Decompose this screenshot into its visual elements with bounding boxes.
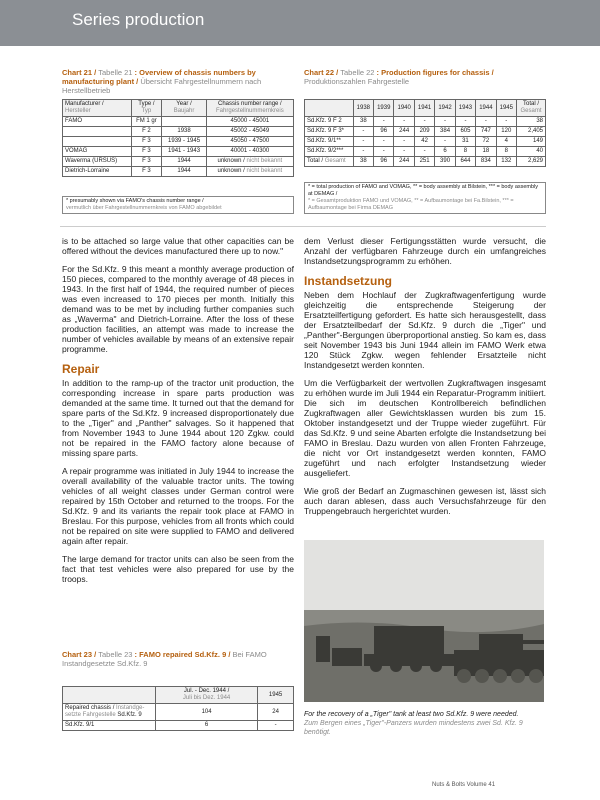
section-title: Series production <box>72 10 205 29</box>
caption-sep: : <box>132 68 140 77</box>
section-heading: Repair <box>62 362 100 376</box>
chart22-footnote: * = total production of FAMO and VOMAG, ** = body assembly at Bilstein, *** = body assembly at DEMAG / * = Gesamtproduktion FAMO und VOMAG, ** = Aufbaumontage bei Fa.Bilstein, *** = Aufbaumontage bei Firma DEMAG <box>304 182 546 214</box>
caption-title-de: Übersicht Fahrgestellnummern nach Herstellbetrieb <box>62 77 262 95</box>
table-row: Sd.Kfz. 9/1 6 - <box>63 721 294 731</box>
table-header-row <box>63 100 294 117</box>
year-cell: 1939 <box>374 100 394 117</box>
year-cell: 1938 <box>353 100 373 117</box>
chart22-table <box>304 99 546 167</box>
section-heading: Instandsetzung <box>304 274 393 288</box>
table-row: F 3 1939 - 1945 45050 - 47500 <box>63 137 294 147</box>
year-cell: 1944 <box>476 100 496 117</box>
caption-title: FAMO repaired Sd.Kfz. 9 / <box>139 650 233 659</box>
divider <box>60 226 546 227</box>
paragraph: A repair programme was initiated in July 1944 to increase the overall availability of the valuable tractor units. The towing vehicles of all weight classes under German control were repaired by 15th October and returned to the troops. For the Sd.Kfz. 9 and its variants the repair took place at FAMO in Breslau. For this purpose, vehicles from all fronts which could not be repaired on site were supplied to FAMO and delivered again after repair. <box>62 466 294 546</box>
paragraph: Um die Verfügbarkeit der wertvollen Zugkraftwagen insgesamt zu erhöhen wurde im Juli 1944 ein Reparatur-Programm initiiert. Die sich im deutschen Kontrollbereich befindlichen Zugkraftwagen aller Gewichtsklassen wurden bis zum 15. Oktober instandgesetzt und der Truppe wieder zugeführt. Für das Sd.Kfz. 9 und seine Abarten erfolgte die Instandsetzung bei FAMO in Breslau. Dazu wurden von allen Fronten Fahrzeuge, die nicht vor Ort instandgesetzt werden konnten, FAMO zugeführt und nach erfolgter Instandsetzung wieder ausgeliefert. <box>304 378 546 478</box>
table-header-row <box>63 687 294 704</box>
header-cell: Type / Typ <box>131 100 162 117</box>
caption-title-de: Bei FAMO Instandgesetzte Sd.Kfz. 9 <box>62 650 267 668</box>
table-header-row <box>305 100 546 117</box>
year-cell: 1943 <box>455 100 475 117</box>
caption-label: Chart 22 / <box>304 68 341 77</box>
chart23-table <box>62 686 294 731</box>
paragraph: In addition to the ramp-up of the tractor unit production, the corresponding increase in spare parts production was demanded at the same time. It turned out that the demand for spare parts of the Sd.Kfz. 9 increased disproportionately due to the „Tiger" and „Panther" salvages. So it happened that from November 1943 to June 1944 about 120 Zgkw. could not be repaired in the FAMO factory alone because of missing spare parts. <box>62 378 294 458</box>
paragraph: The large demand for tractor units can also be seen from the fact that test vehicles were also prepared for use by the troops. <box>62 554 294 584</box>
caption-title: Overview of chassis numbers by manufacturing plant / <box>62 68 256 86</box>
table-row: Sd.Kfz. 9 F 3* - 96 244 209 384 605 747 120 2,405 <box>305 127 546 137</box>
table-row: Total / Gesamt 38 96 244 251 390 644 834 132 2,629 <box>305 157 546 167</box>
caption-sep: : <box>374 68 382 77</box>
chart21-footnote: * presumably shown via FAMO's chassis number range / vermutlich über Fahrgestellnummernkreis von FAMO abgebildet <box>62 196 294 214</box>
header-cell <box>63 687 156 704</box>
caption-title-de: Produktionszahlen Fahrgestelle <box>304 77 410 86</box>
photo-illustration <box>304 540 544 702</box>
header-cell: Manufacturer / Hersteller <box>63 100 132 117</box>
caption-label-de: Tabelle 23 <box>98 650 133 659</box>
chart23-caption <box>62 650 294 668</box>
table-row: Sd.Kfz. 9/1** - - - 42 - 31 72 4 149 <box>305 137 546 147</box>
paragraph: is to be attached so large value that other capacities can be offered without the devices manufactured there up to now." <box>62 236 294 256</box>
table-row: Sd.Kfz. 9/2*** - - - - 6 8 18 8 40 <box>305 147 546 157</box>
photo-caption-en: For the recovery of a „Tiger" tank at least two Sd.Kfz. 9 were needed. <box>304 711 519 718</box>
header-cell: Jul. - Dec. 1944 / Juli bis Dez. 1944 <box>156 687 258 704</box>
paragraph: Neben dem Hochlauf der Zugkraftwagenfertigung wurde gleichzeitig die entsprechende Steigerung der Ersatzteilfertigung gefordert. Es hatte sich herausgestellt, dass der Ersatzteilbedarf der Sd.Kfz. 9 durch die „Tiger" und „Panther"-Bergungen überproportional anstieg. So kam es, dass seit November 1943 bis Juni 1944 allein im FAMO Werk etwa 120 Stück Zgkw. wegen fehlender Ersatzteile nicht Instandgesetzt werden konnten. <box>304 290 546 370</box>
total-header: Total / Gesamt <box>517 100 546 117</box>
caption-label-de: Tabelle 22 <box>340 68 375 77</box>
year-cell: 1945 <box>496 100 516 117</box>
caption-sep: : <box>132 650 140 659</box>
photo-caption-de: Zum Bergen eines „Tiger"-Panzers wurden mindestens zwei Sd. Kfz. 9 benötigt. <box>304 720 523 736</box>
caption-label: Chart 23 / <box>62 650 99 659</box>
header-cell: Chassis number range / Fahrgestellnummernkreis <box>206 100 293 117</box>
left-column <box>62 236 294 592</box>
page-header <box>0 0 600 46</box>
table-row: Waverma (URSUS) F 3 1944 unknown / nicht bekannt <box>63 157 294 167</box>
year-cell: 1941 <box>414 100 434 117</box>
tiger-recovery-photo <box>304 540 544 702</box>
chart21-table <box>62 99 294 177</box>
table-row: VOMAG F 3 1941 - 1943 40001 - 40300 <box>63 147 294 157</box>
page-footer: Nuts & Bolts Volume 41 <box>432 782 496 788</box>
header-cell: 1945 <box>258 687 294 704</box>
table-row: F 2 1938 45002 - 45049 <box>63 127 294 137</box>
right-column <box>304 236 546 524</box>
header-cell: Year / Baujahr <box>162 100 206 117</box>
table-row: Dietrich-Lorraine F 3 1944 unknown / nicht bekannt <box>63 167 294 177</box>
table-row: FAMO FM 1 gr 45000 - 45001 <box>63 117 294 127</box>
caption-title: Production figures for chassis / <box>381 68 494 77</box>
year-cell: 1942 <box>435 100 455 117</box>
chart22-caption <box>304 68 546 86</box>
chart21-caption <box>62 68 294 95</box>
caption-label-de: Tabelle 21 <box>98 68 133 77</box>
header-cell <box>305 100 354 117</box>
paragraph: dem Verlust dieser Fertigungsstätten wurde versucht, die Anzahl der verfügbaren Fahrzeuge durch ein umfangreiches Instandsetzungsprogramm zu erhöhen. <box>304 236 546 266</box>
paragraph: For the Sd.Kfz. 9 this meant a monthly average production of 150 pieces, compared to the monthly average of 48 pieces in 1943. In the first half of 1944, the required number of pieces was even increased to 170 pieces per month. Initially this demand was to be met by including further companies such as „Waverma" and Dietrich-Lorraine. After the loss of these production facilities, an attempt was made to increase the number of vehicles available by means of an extensive repair programme. <box>62 264 294 354</box>
caption-label: Chart 21 / <box>62 68 99 77</box>
table-row: Sd.Kfz. 9 F 2 38 - - - - - - - 38 <box>305 117 546 127</box>
table-row: Repaired chassis / Instandge- setzte Fahrgestelle Sd.Kfz. 9 104 24 <box>63 704 294 721</box>
year-cell: 1940 <box>394 100 414 117</box>
photo-caption <box>304 710 544 737</box>
paragraph: Wie groß der Bedarf an Zugmaschinen gewesen ist, lässt sich auch daran ablesen, dass auch Versuchsfahrzeuge für den Truppengebrauch hergerichtet wurden. <box>304 486 546 516</box>
